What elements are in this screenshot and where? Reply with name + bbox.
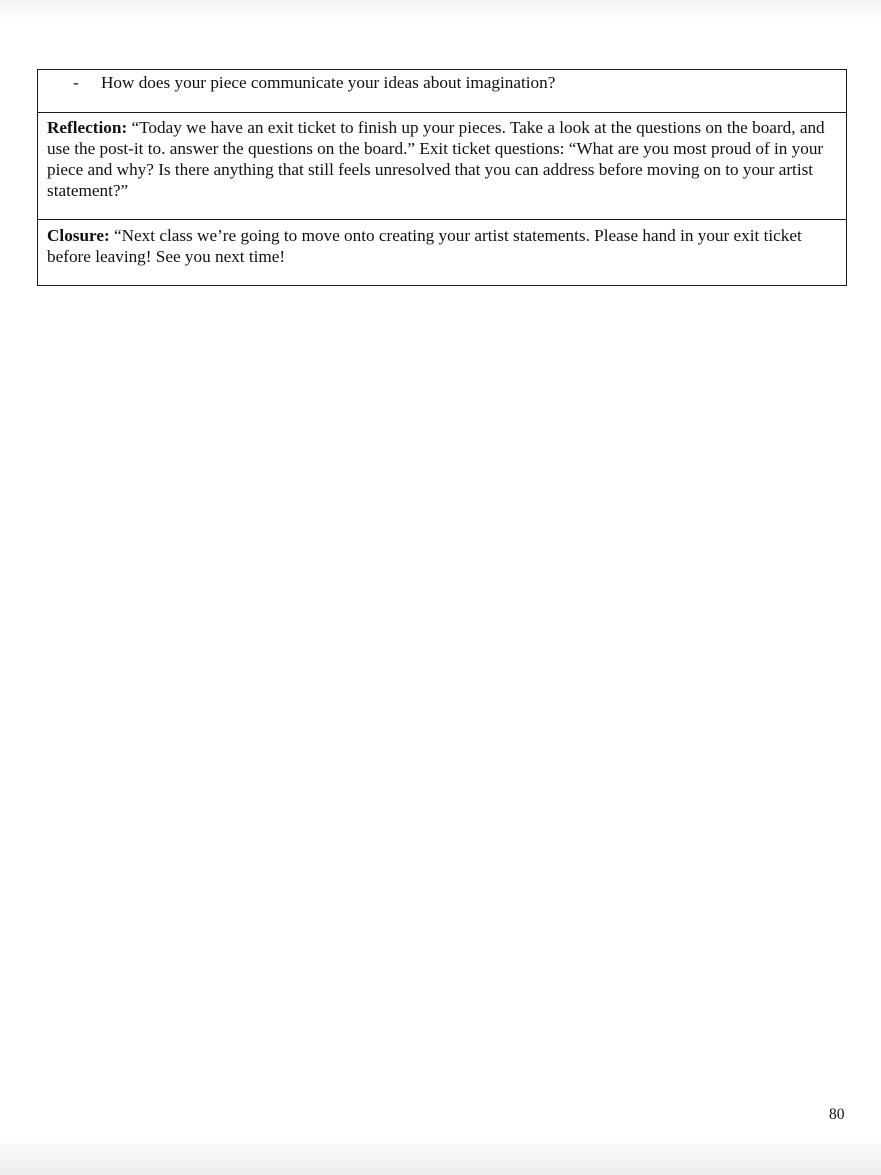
bullet-text: How does your piece communicate your ideas about imagination?	[101, 73, 556, 92]
page-bottom-shade	[0, 1135, 881, 1175]
bullet-dash: -	[73, 73, 79, 92]
page-number: 80	[829, 1106, 845, 1123]
reflection-label: Reflection:	[47, 118, 128, 137]
table-row	[38, 220, 847, 286]
page-top-shade	[0, 0, 881, 22]
bullet-item	[47, 72, 837, 93]
table-row	[38, 70, 847, 113]
reflection-cell	[38, 113, 847, 220]
closure-text: “Next class we’re going to move onto creating your artist statements. Please hand in your exit ticket before leaving! See you next time!	[47, 226, 802, 266]
bullet-cell	[38, 70, 847, 113]
closure-cell	[38, 220, 847, 286]
lesson-plan-table	[37, 69, 847, 286]
reflection-text: “Today we have an exit ticket to finish up your pieces. Take a look at the questions on the board, and use the post-it to. answer the questions on the board.” Exit ticket questions: “What are you most proud of in your piece and why? Is there anything that still feels unresolved that you can address before moving on to your artist statement?”	[47, 118, 825, 200]
table-row	[38, 113, 847, 220]
closure-label: Closure:	[47, 226, 110, 245]
